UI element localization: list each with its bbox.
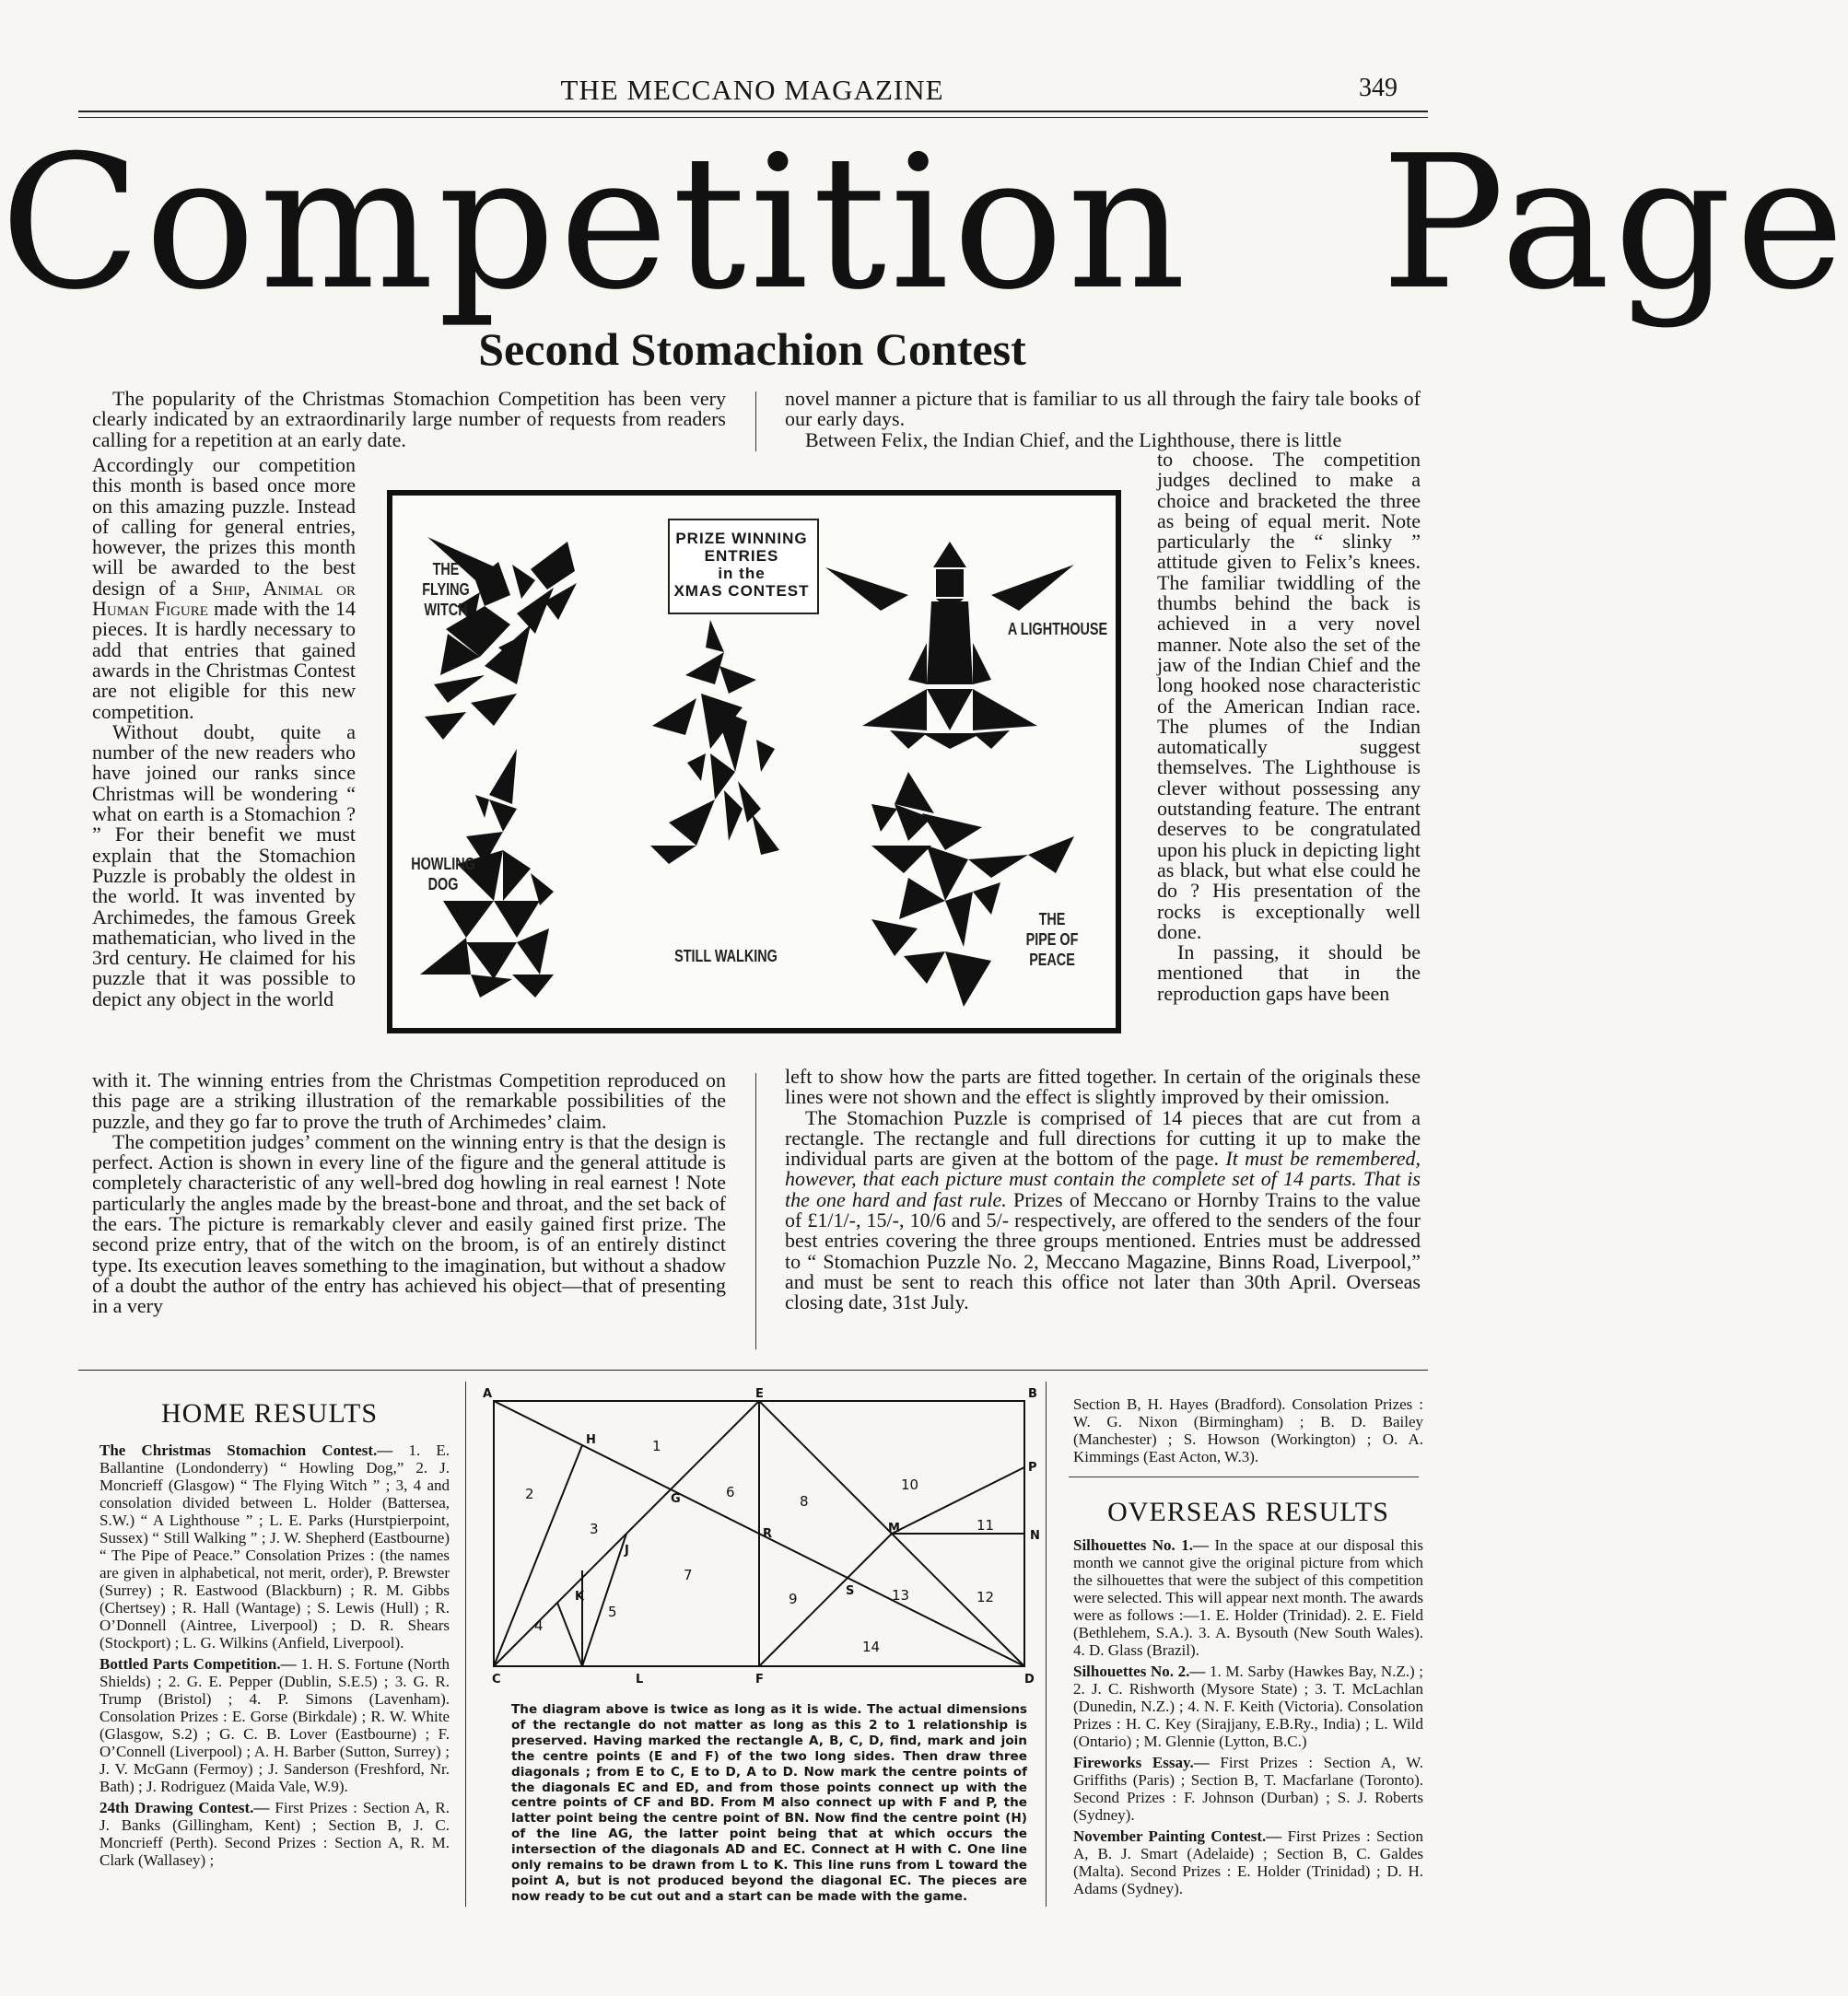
pipe-of-peace-label	[1004, 909, 1100, 970]
tangram-piece	[968, 855, 1028, 878]
tangram-piece	[669, 800, 715, 846]
tangram-piece	[471, 975, 512, 998]
article-right-column	[1157, 449, 1421, 1004]
tangram-piece	[933, 542, 966, 567]
result-heading: Silhouettes No. 1.—	[1073, 1536, 1209, 1554]
article-intro	[92, 389, 726, 450]
paragraph: to choose. The competition judges declined to make a choice and bracketed the three as being of equal merit. Note particularly the “ slinky ” attitude given to Felix’s knees. The familiar twiddling of the thumbs behind the back is achieved in a very novel manner. Note also the set of the jaw of the Indian Chief and the long hooked nose characteristic of the American Indian race. The plumes of the Indian automatically suggest themselves. The Lighthouse is clever without possessing any outstanding feature. The entrant deserves to be congratulated upon his pluck in depicting light as black, but what else could he do ? His presentation of the rocks is exceptionally well done.	[1157, 448, 1421, 943]
result-heading: The Christmas Stomachion Contest.—	[99, 1442, 393, 1459]
tangram-piece	[890, 730, 927, 749]
stomachion-diagram	[479, 1386, 1043, 1695]
result-entry	[99, 1655, 450, 1795]
point-D: D	[1024, 1673, 1035, 1687]
tangram-piece	[687, 753, 706, 781]
result-text: 1. E. Ballantine (Londonderry) “ Howling Dog,” 2. J. Moncrieff (Glasgow) “ The Flying Witch ” ; 3, 4 and consolation divided between L. Holder (Battersea, S.W.) “ A Lighthouse ” ; L. E. Parks (Hurstpierpoint, Sussex) “ Still Walking ” ; J. W. Shepherd (Eastbourne) “ The Pipe of Peace.” Consolation Prizes : (the names are given in alphabetical, not merit, order), P. Brewster (Surrey) ; R. Eastwood (Blackburn) ; R. M. Gibbs (Chertsey) ; R. Hall (Wantage) ; S. Lewis (Hull) ; R. O’Donnell (Aintree, Liverpool) ; D. R. Shears (Stockport) ; L. G. Wilkins (Anfield, Liverpool).	[99, 1442, 450, 1652]
point-P: P	[1028, 1461, 1037, 1475]
overseas-results-heading: OVERSEAS RESULTS	[1107, 1497, 1389, 1527]
paragraph: with it. The winning entries from the Christmas Competition reproduced on this page are a striking illustration of the remarkable possibilities of the puzzle, and they go far to prove the truth of Archimedes’ claim.	[92, 1068, 726, 1133]
page-number: 349	[1359, 74, 1398, 102]
page-title: Competition Page	[0, 116, 1848, 331]
label-line: THE	[432, 560, 460, 578]
piece-number: 6	[726, 1484, 735, 1500]
tangram-piece	[494, 901, 540, 938]
paragraph: The competition judges’ comment on the winning entry is that the design is perfect. Action is shown in every line of the figure and the general attitude is completely characteristic of any well-bred dog howling in real earnest ! Note particularly the angles made by the breast-bone and throat, and the set back of the ears. The picture is remarkably clever and easily gained first prize. The second prize entry, that of the witch on the broom, is of an entirely distinct type. Its execution leaves something to the imagination, but without a shadow of a doubt the author of the entry has achieved his object—that of presenting in a very	[92, 1129, 726, 1318]
text-run: The Stomachion Puzzle is comprised of 14 pieces that are cut from a rectangle. The rectangle and full directions for cutting it up to make the individual parts are given at the bottom of the page.	[785, 1105, 1421, 1171]
result-entry	[1073, 1663, 1423, 1750]
running-head: THE MECCANO MAGAZINE	[560, 74, 944, 106]
label-line: PIPE OF PEACE	[1025, 930, 1079, 969]
tangram-piece	[719, 666, 756, 694]
text-run-italic: It must be remembered, however, that each picture must contain the complete set of 14 parts. That is the one hard and fast rule.	[785, 1147, 1421, 1211]
tangram-piece	[927, 846, 968, 901]
label-line: THE	[1038, 910, 1066, 928]
tangram-piece	[425, 712, 466, 740]
result-heading: Silhouettes No. 2.—	[1073, 1663, 1206, 1680]
point-A: A	[483, 1387, 493, 1401]
piece-number: 12	[977, 1589, 995, 1605]
tangram-piece	[973, 643, 991, 684]
paragraph: left to show how the parts are fitted together. In certain of the originals these lines were not shown and the effect is slightly improved by their omission.	[785, 1065, 1421, 1109]
label-line: PRIZE WINNING	[675, 530, 808, 547]
piece-number: 2	[525, 1486, 534, 1502]
column-divider	[755, 1073, 756, 1349]
flying-witch-label	[405, 559, 486, 620]
tangram-piece	[825, 567, 908, 611]
result-heading: November Painting Contest.—	[1073, 1827, 1282, 1845]
point-G: G	[671, 1492, 681, 1506]
point-J: J	[625, 1544, 629, 1558]
tangram-piece	[927, 689, 973, 730]
tangram-piece	[871, 846, 931, 873]
tangram-piece	[531, 873, 554, 905]
result-text: First Prizes : Section A, R. J. Banks (Gillingham, Kent) ; Section B, J. C. Moncrieff (Perth). Second Prizes : Section A, R. M. Clark (Wallasey) ;	[99, 1799, 450, 1869]
drawing-contest-continued: Section B, H. Hayes (Bradford). Consolation Prizes : W. G. Nixon (Birmingham) ; B. D. Bailey (Manchester) ; S. Howson (Workington) ; O. A. Kimmings (East Acton, W.3).	[1073, 1395, 1423, 1465]
tangram-piece	[922, 813, 982, 850]
tangram-piece	[871, 804, 897, 832]
point-H: H	[586, 1433, 596, 1447]
article-left-bottom	[92, 1070, 726, 1317]
piece-number: 14	[862, 1639, 881, 1655]
tangram-piece	[420, 938, 471, 975]
tangram-piece	[904, 951, 945, 984]
point-C: C	[492, 1673, 501, 1687]
section-rule	[78, 1370, 1428, 1371]
column-divider	[1046, 1382, 1047, 1907]
tangram-piece	[908, 643, 927, 684]
tangram-piece	[752, 813, 779, 855]
article-left-column	[92, 455, 356, 1010]
tangram-piece	[738, 781, 761, 823]
tangram-piece	[871, 919, 918, 956]
tangram-piece	[973, 882, 1000, 915]
piece-number: 7	[684, 1567, 693, 1583]
paragraph: novel manner a picture that is familiar to us all through the fairy tale books of our early days.	[785, 387, 1421, 431]
tangram-piece	[531, 542, 575, 589]
tangram-piece	[434, 675, 485, 703]
tangram-piece	[862, 689, 927, 730]
header-rule	[78, 111, 1428, 112]
result-entry	[1073, 1536, 1423, 1659]
line-JL	[582, 1534, 626, 1666]
result-text: 1. H. S. Fortune (North Shields) ; 2. G. E. Pepper (Dublin, S.E.5) ; 3. G. R. Trump (Bristol) ; 4. P. Simons (Lavenham). Consolation Prizes : E. Gorse (Birkdale) ; R. W. White (Glasgow, S.2) ; G. C. B. Lover (Eastbourne) ; F. O’Connell (Liverpool) ; A. H. Barber (Sutton, Surrey) ; J. V. McGann (Fermoy) ; J. Sanderson (Freshford, Nr. Bath) ; J. Rodriguez (Maida Vale, W.9).	[99, 1655, 450, 1795]
diagram-caption: The diagram above is twice as long as it is wide. The actual dimensions of the rectangle do not matter as long as this 2 to 1 relationship is preserved. Having marked the rectangle A, B, C, D, find, mark and join the centre points (E and F) of the two long sides. Then draw three diagonals ; from E to C, E to D, A to D. Now mark the centre points of the diagonals EC and ED, and from those points connect up with the centre points of CF and BD. From M also connect up with F and P, the latter point being the centre point of BN. Now find the centre point (H) of the line AG, the latter point being that at which occurs the intersection of the diagonals AD and EC. Connect at H with C. One line only remains to be drawn from L to K. This line runs from L toward the point A, but is not produced beyond the diagonal EC. The pieces are now ready to be cut out and a start can be made with the game.	[511, 1702, 1027, 1904]
tangram-piece	[471, 694, 517, 726]
tangram-piece	[443, 901, 494, 938]
piece-number: 3	[590, 1521, 599, 1537]
tangram-piece	[973, 689, 1037, 730]
result-text: 1. M. Sarby (Hawkes Bay, N.Z.) ; 2. J. C. Rishworth (Mysore State) ; 3. T. McLachlan (Dunedin, N.Z.) ; 4. N. F. Keith (Victoria). Consolation Prizes : H. C. Key (Sirajjany, E.B.Ry., India) ; L. Wild (Ontario) ; M. Glennie (Lytton, B.C.)	[1073, 1663, 1423, 1750]
tangram-piece	[512, 975, 554, 998]
tangram-piece	[517, 928, 549, 975]
tangram-piece	[466, 942, 517, 979]
line-LK	[557, 1603, 582, 1666]
text-run-small-caps: Ship, Animal or Human Figure	[92, 576, 357, 621]
point-M: M	[888, 1522, 900, 1535]
piece-number: 13	[892, 1587, 910, 1604]
howling-dog-label: HOWLING DOG	[411, 855, 475, 893]
still-walking-silhouette	[650, 620, 779, 864]
tangram-piece	[922, 733, 982, 749]
overseas-results-list	[1073, 1536, 1423, 1901]
tangram-piece	[945, 951, 991, 1007]
tangram-piece	[927, 601, 973, 684]
tangram-piece	[899, 878, 945, 919]
point-B: B	[1028, 1387, 1037, 1401]
result-entry	[99, 1442, 450, 1652]
tangram-piece	[489, 800, 517, 832]
article-right-top	[785, 389, 1421, 450]
result-entry	[99, 1799, 450, 1869]
point-R: R	[763, 1527, 773, 1541]
tangram-piece	[724, 790, 743, 841]
result-heading: Bottled Parts Competition.—	[99, 1655, 297, 1673]
label-line: FLYING WITCH	[422, 580, 470, 619]
piece-number: 9	[789, 1591, 798, 1607]
result-text: First Prizes : Section A, B. J. Smart (Adelaide) ; Section B, C. Galdes (Malta). Second Prizes : E. Holder (Trinidad) ; D. H. Adams (Sydney).	[1073, 1827, 1423, 1897]
paragraph: In passing, it should be mentioned that in the reproduction gaps have been	[1157, 940, 1421, 1005]
result-heading: Fireworks Essay.—	[1073, 1754, 1210, 1771]
tangram-piece	[685, 652, 724, 684]
tangram-piece	[706, 620, 724, 652]
result-entry	[1073, 1754, 1423, 1824]
home-results-list	[99, 1442, 450, 1873]
tangram-piece	[652, 698, 696, 735]
tangram-piece	[544, 583, 577, 620]
paragraph: Without doubt, quite a number of the new readers who have joined our ranks since Christmas will be wondering “ what on earth is a Stomachion ? ” For their benefit we must explain that the Stomachion Puzzle is probably the oldest in the world. It was invented by Archimedes, the famous Greek mathematician, who lived in the 3rd century. He claimed for his puzzle that it was possible to depict any object in the world	[92, 719, 356, 1010]
paragraph: The popularity of the Christmas Stomachion Competition has been very clearly indicated by an extraordinarily large number of requests from readers calling for a repetition at an early date.	[92, 387, 726, 451]
home-results-heading: HOME RESULTS	[160, 1398, 379, 1429]
label-line: ENTRIES	[704, 547, 779, 565]
text-run: Prizes of Meccano or Hornby Trains to the value of £1/1/-, 15/-, 10/6 and 5/- respectively, are offered to the senders of the four best entries covering the three groups mentioned. Entries must be addressed to “ Stomachion Puzzle No. 2, Meccano Magazine, Binns Road, Liverpool,” and must be sent to reach this office not later than 30th April. Overseas closing date, 31st July.	[785, 1187, 1421, 1314]
point-L: L	[636, 1673, 644, 1687]
point-F: F	[755, 1673, 764, 1687]
article-right-bottom	[785, 1067, 1421, 1313]
tangram-piece	[756, 740, 775, 772]
point-S: S	[846, 1584, 855, 1598]
text-run: made with the 14 pieces. It is hardly necessary to add that entries that gained awards in the Christmas Contest are not eligible for this new competition.	[92, 597, 356, 723]
tangram-piece	[503, 850, 531, 901]
lighthouse-silhouette	[825, 542, 1074, 749]
tangram-piece	[650, 846, 696, 864]
text-run: Accordingly our competition this month is based once more on this amazing puzzle. Instead of calling for general entries, however, the prizes this month will be awarded to the best design of a	[92, 453, 356, 600]
column-divider	[465, 1382, 466, 1907]
result-heading: 24th Drawing Contest.—	[99, 1799, 270, 1816]
diagram-svg	[479, 1386, 1043, 1690]
prize-winning-label	[668, 530, 815, 600]
pipe-of-peace-silhouette	[871, 772, 1074, 1007]
tangram-piece	[489, 749, 517, 804]
result-text: In the space at our disposal this month we cannot give the original picture from which the silhouettes that were the subject of this competition were selected. This will appear next month. The awards were as follows :—1. E. Holder (Trinidad). 2. E. Field (Bethlehem, S.A.). 3. A. Bysouth (New South Wales). 4. D. Glass (Brazil).	[1073, 1536, 1423, 1659]
tangram-piece	[710, 753, 735, 800]
paragraph: Between Felix, the Indian Chief, and the Lighthouse, there is little	[805, 427, 1342, 451]
tangram-piece	[475, 795, 489, 818]
result-text: First Prizes : Section A, W. Griffiths (Paris) ; Section B, T. Macfarlane (Toronto). Second Prizes : F. Johnson (Durban) ; S. J. Roberts (Sydney).	[1073, 1754, 1423, 1824]
tangram-piece	[945, 892, 973, 947]
piece-number: 11	[977, 1517, 995, 1534]
column-divider	[755, 391, 756, 451]
label-line: in the	[718, 565, 766, 582]
piece-number: 4	[534, 1617, 544, 1634]
still-walking-label: STILL WALKING	[674, 947, 778, 965]
piece-number: 5	[608, 1604, 617, 1620]
piece-number: 1	[652, 1438, 661, 1454]
tangram-piece	[1028, 836, 1074, 873]
tangram-piece	[991, 565, 1074, 611]
point-E: E	[755, 1387, 764, 1401]
piece-number: 8	[800, 1493, 809, 1510]
result-entry	[1073, 1827, 1423, 1897]
article-subtitle: Second Stomachion Contest	[478, 323, 1026, 375]
tangram-piece	[936, 569, 964, 597]
point-N: N	[1030, 1529, 1040, 1543]
point-K: K	[575, 1590, 585, 1604]
lighthouse-label: A LIGHTHOUSE	[1007, 620, 1108, 638]
label-line: XMAS CONTEST	[673, 582, 810, 600]
piece-number: 10	[901, 1477, 919, 1493]
